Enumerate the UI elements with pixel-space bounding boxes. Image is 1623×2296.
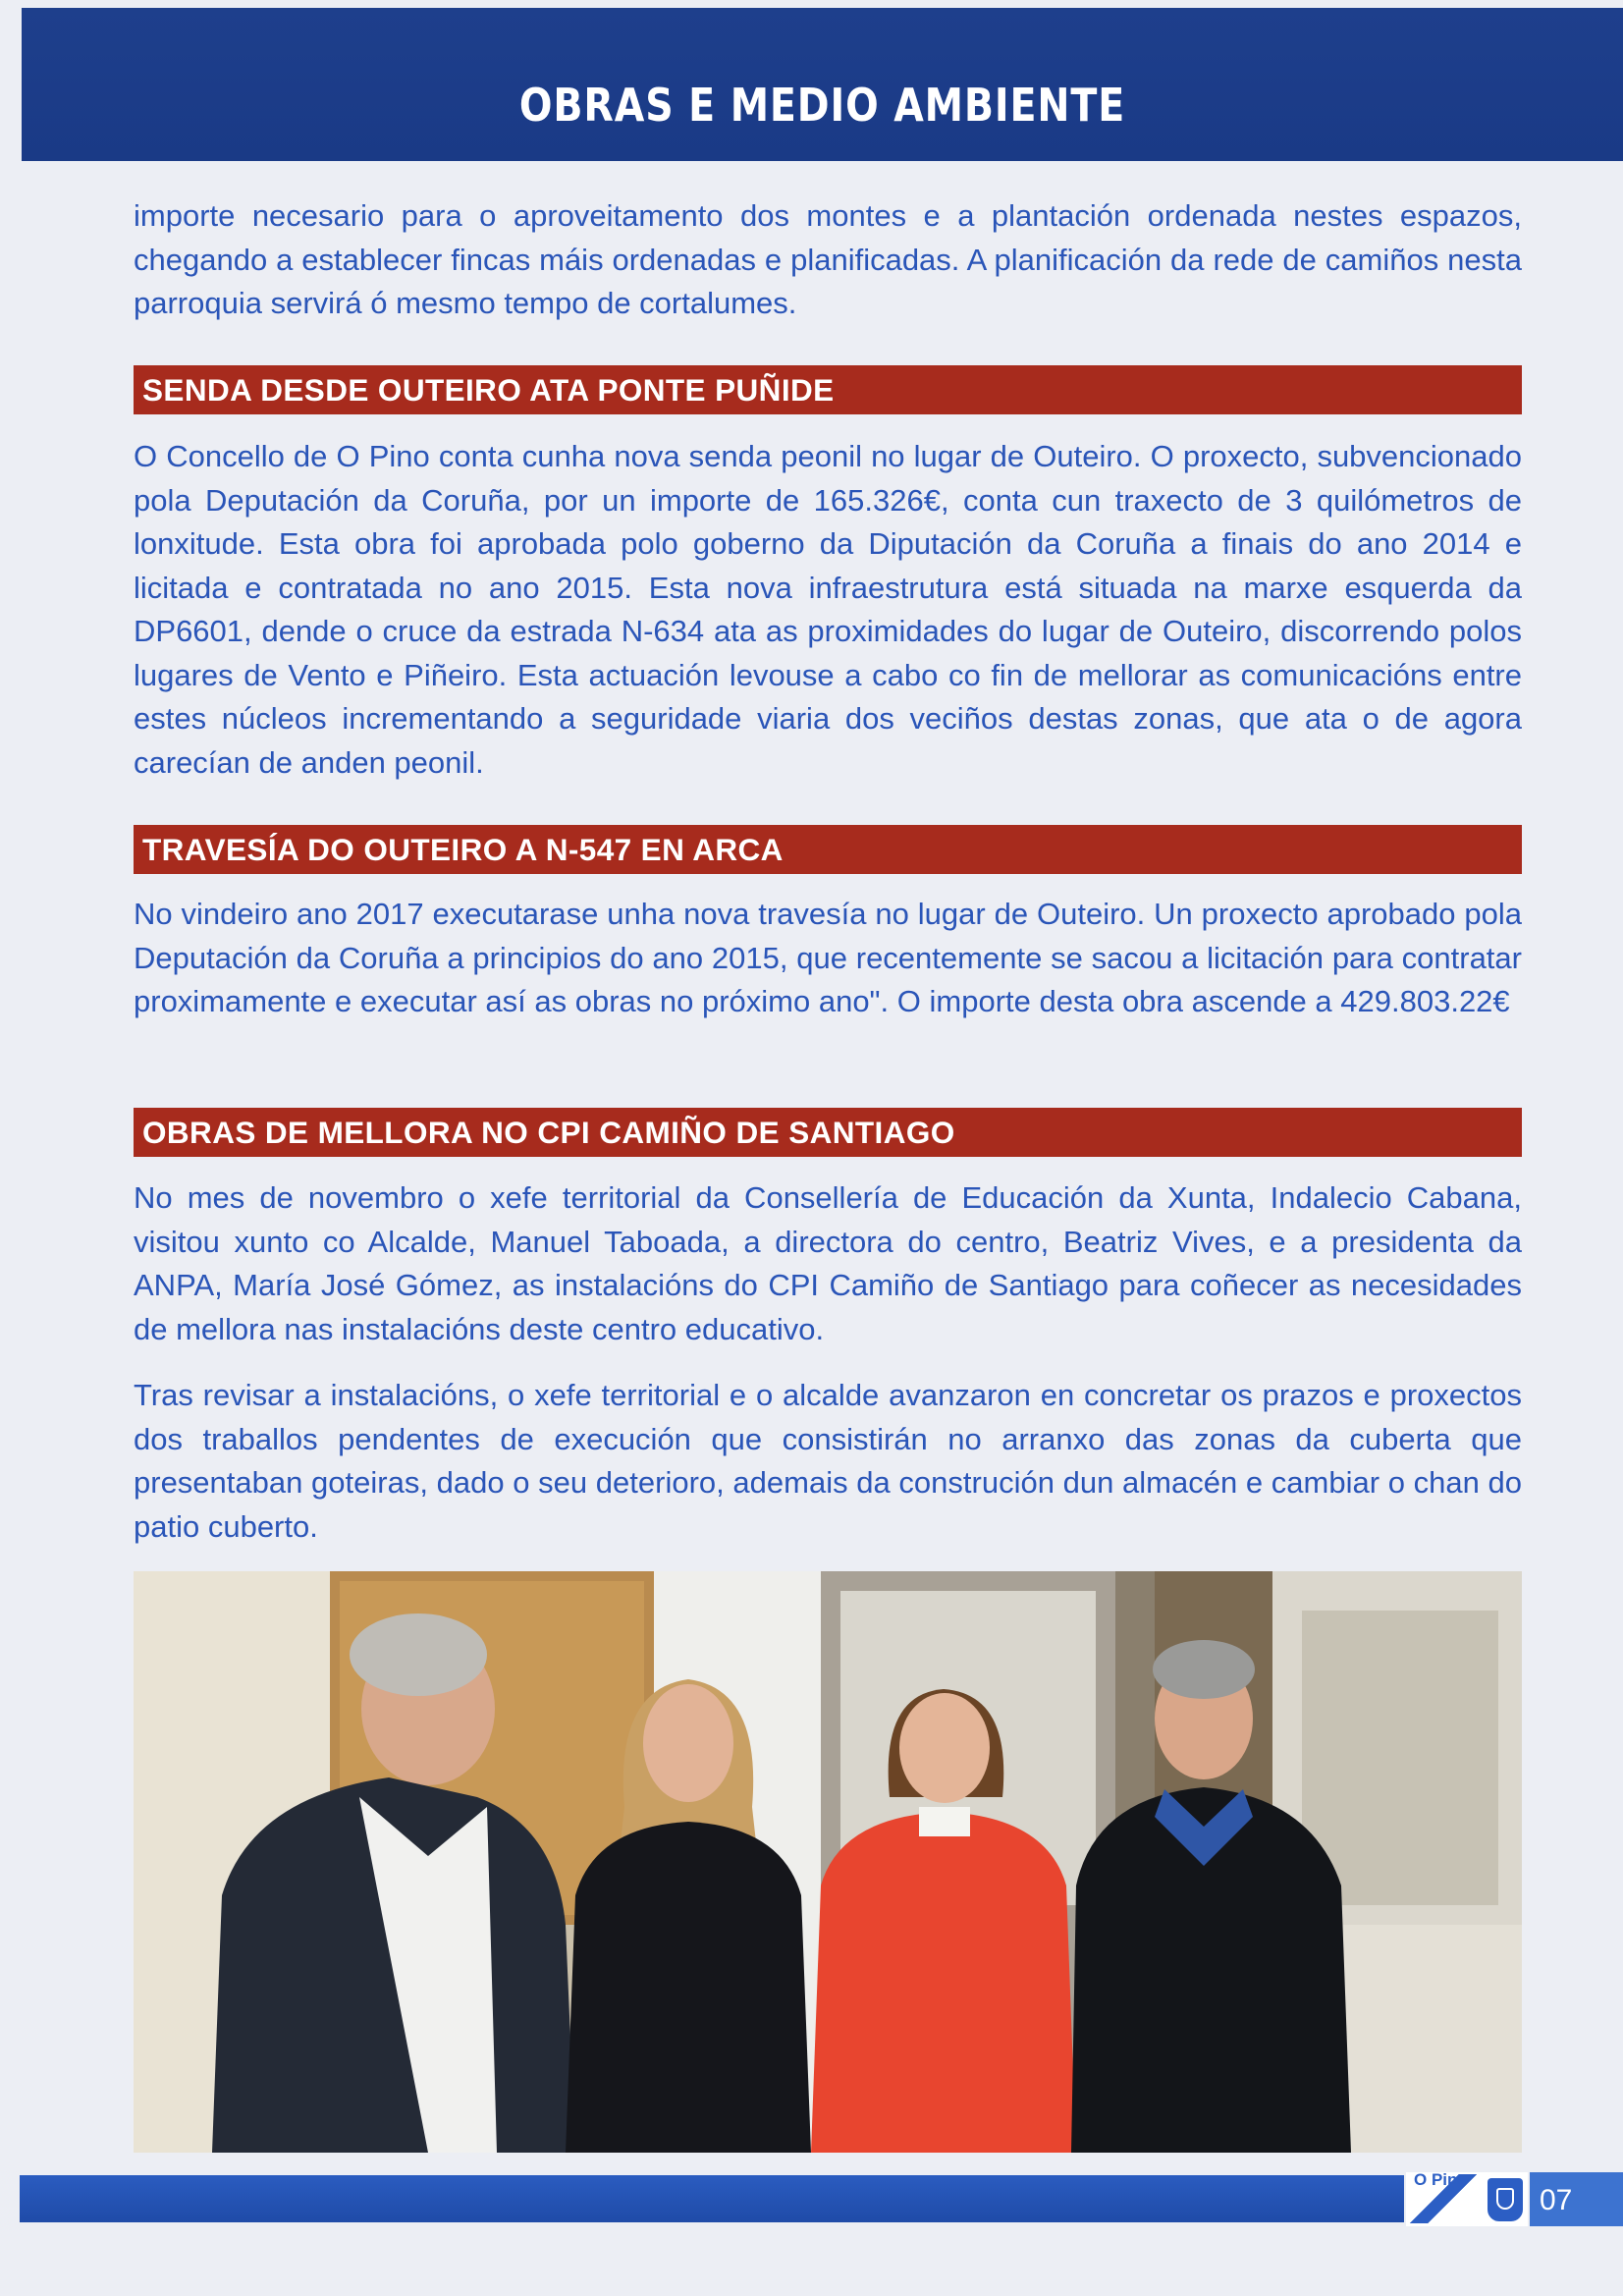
section-heading-senda bbox=[134, 365, 1522, 414]
section-paragraph: O Concello de O Pino conta cunha nova senda peonil no lugar de Outeiro. O proxecto, subvencionado pola Deputación da Coruña, por un importe de 165.326€, conta cun traxecto de 3 quilómetros de lonxitude. Esta obra foi aprobada polo goberno da Diputación da Coruña a finais do ano 2014 e licitada e contratada no ano 2015. Esta nova infraestrutura está situada na marxe esquerda da DP6601, dende o cruce da estrada N-634 ata as proximidades do lugar de Outeiro, discorrendo polos lugares de Vento e Piñeiro. Esta actuación levouse a cabo co fin de mellorar as comunicacións entre estes núcleos incrementando a seguridade viaria dos veciños destas zonas, que ata o de agora carecían de anden peonil. bbox=[134, 439, 1522, 780]
intro-block bbox=[134, 194, 1522, 326]
logo-text: O Pino bbox=[1414, 2170, 1468, 2189]
section-body-senda bbox=[134, 435, 1522, 785]
section-heading-obras-mellora bbox=[134, 1108, 1522, 1157]
page-title: OBRAS E MEDIO AMBIENTE bbox=[518, 79, 1126, 132]
section-heading-text: OBRAS DE MELLORA NO CPI CAMIÑO DE SANTIAGO bbox=[142, 1115, 955, 1150]
page-number-box bbox=[1530, 2172, 1623, 2226]
section-heading-text: SENDA DESDE OUTEIRO ATA PONTE PUÑIDE bbox=[142, 372, 835, 408]
section-paragraph: Tras revisar a instalacións, o xefe territorial e o alcalde avanzaron en concretar os prazos e proxectos dos traballos pendentes de execución que consistirán no arranxo das zonas da cuberta que presentaban goteiras, dado o seu deterioro, ademais da construción dun almacén e cambiar o chan do patio cuberto. bbox=[134, 1378, 1522, 1544]
intro-paragraph: importe necesario para o aproveitamento dos montes e a plantación ordenada nestes espazos, chegando a establecer fincas máis ordenadas e planificadas. A planificación da rede de camiños nesta parroquia servirá ó mesmo tempo de cortalumes. bbox=[134, 198, 1522, 320]
section-body-obras-mellora-2 bbox=[134, 1374, 1522, 1549]
section-paragraph: No vindeiro ano 2017 executarase unha nova travesía no lugar de Outeiro. Un proxecto aprobado pola Deputación da Coruña a principios do ano 2015, que recentemente se sacou a licitación para contratar proximamente e executar así as obras no próximo ano". O importe desta obra ascende a 429.803.22€ bbox=[134, 897, 1522, 1018]
page-number: 07 bbox=[1540, 2184, 1573, 2216]
section-body-obras-mellora bbox=[134, 1176, 1522, 1351]
group-photo bbox=[134, 1571, 1522, 2153]
section-body-travesia bbox=[134, 893, 1522, 1024]
page-header bbox=[22, 8, 1623, 161]
section-heading-travesia bbox=[134, 825, 1522, 874]
group-photo-illustration bbox=[134, 1571, 1522, 2153]
section-heading-text: TRAVESÍA DO OUTEIRO A N-547 EN ARCA bbox=[142, 832, 784, 867]
footer-bar bbox=[20, 2175, 1404, 2222]
crest-icon bbox=[1488, 2178, 1523, 2221]
section-paragraph: No mes de novembro o xefe territorial da Consellería de Educación da Xunta, Indalecio Cabana, visitou xunto co Alcalde, Manuel Taboada, a directora do centro, Beatriz Vives, e a presidenta da ANPA, María José Gómez, as instalacións do CPI Camiño de Santiago para coñecer as necesidades de mellora nas instalacións deste centro educativo. bbox=[134, 1180, 1522, 1346]
